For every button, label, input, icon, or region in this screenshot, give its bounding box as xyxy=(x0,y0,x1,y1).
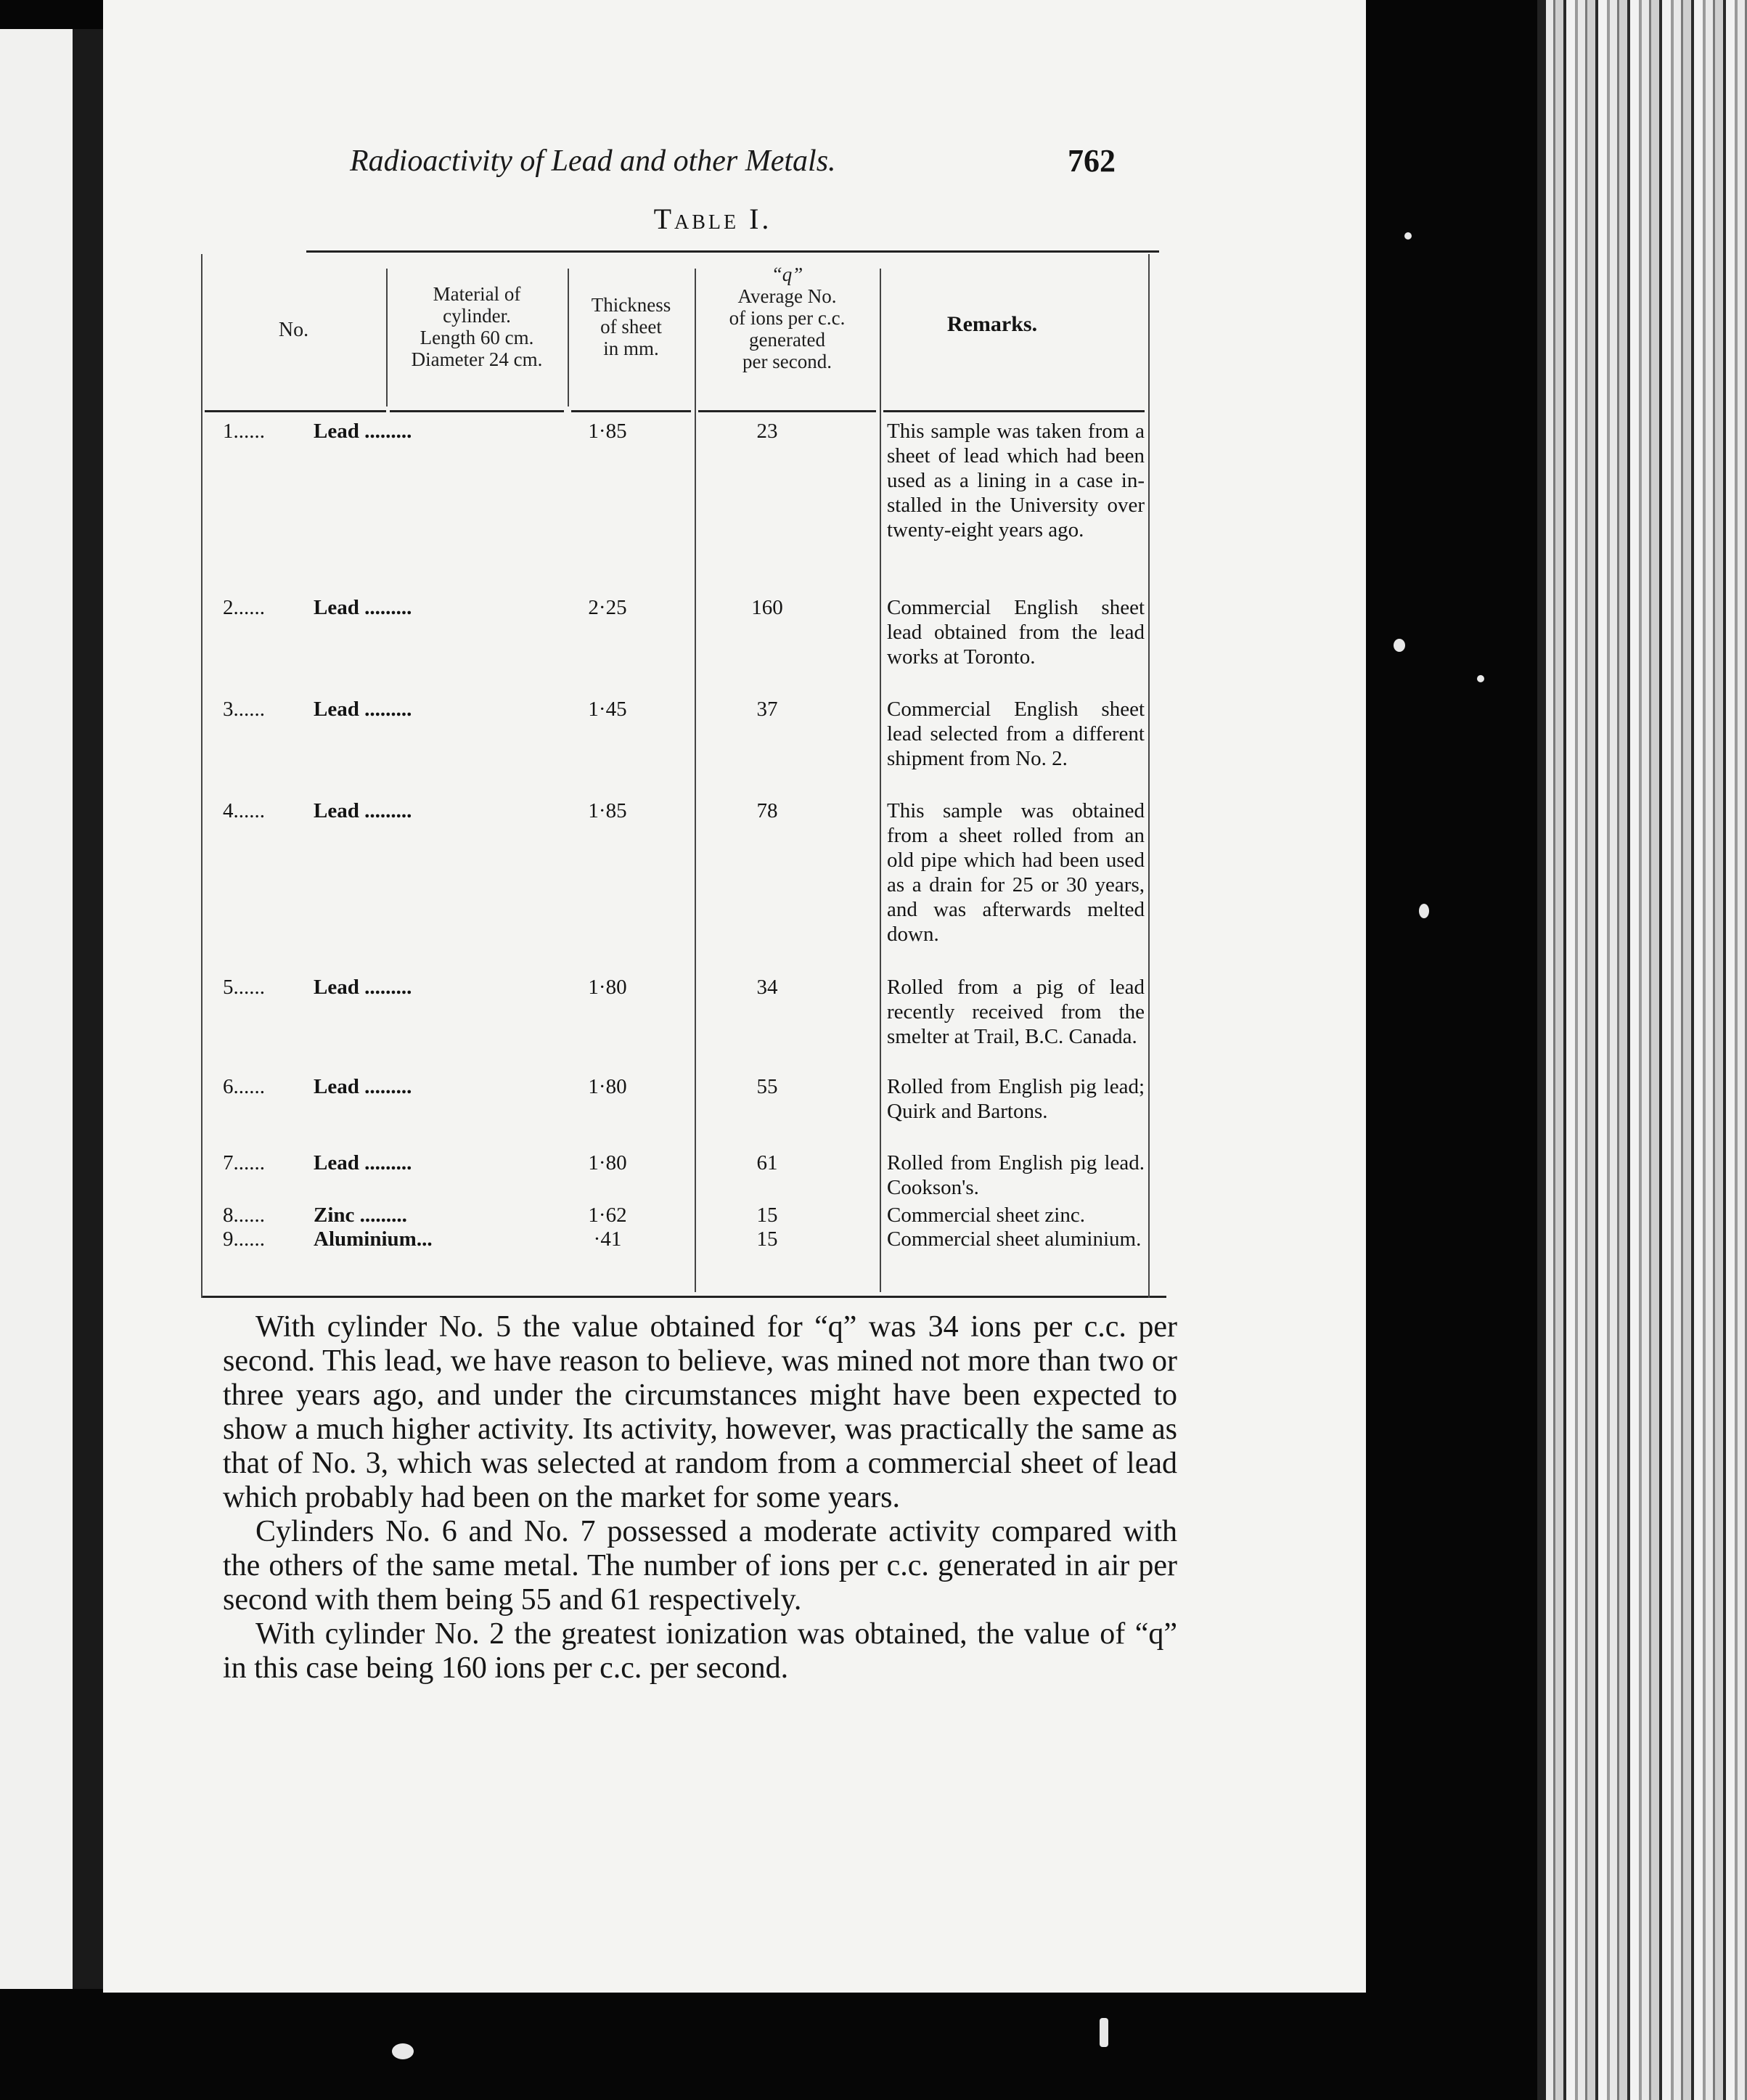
row-no: 3...... xyxy=(223,698,265,721)
header-material-line: Length 60 cm. xyxy=(420,327,534,348)
row-remarks: Rolled from English pig lead; Quirk and Bartons. xyxy=(887,1075,1145,1123)
table-right-rule xyxy=(1148,254,1150,1298)
row-material: Aluminium... xyxy=(314,1227,433,1251)
row-thickness: 1·85 xyxy=(588,799,627,822)
header-q-line: Average No. xyxy=(737,285,837,307)
row-material: Lead ......... xyxy=(314,1151,412,1174)
row-thickness: 1·80 xyxy=(588,1075,627,1098)
row-no: 6...... xyxy=(223,1075,265,1098)
row-q: 55 xyxy=(756,1075,778,1098)
row-remarks: This sample was taken from a sheet of lead which had been used as a lining in a case installed in the University over twenty-eight years ago. xyxy=(887,420,1145,542)
row-remarks: Commercial English sheet lead obtained from the lead works at Toronto. xyxy=(887,596,1145,669)
row-material: Lead ......... xyxy=(314,698,412,721)
row-thickness: 1·80 xyxy=(588,1151,627,1174)
header-thickness xyxy=(568,294,695,359)
scan-speck xyxy=(1100,2018,1108,2047)
row-no: 5...... xyxy=(223,976,265,999)
table-left-rule xyxy=(201,254,202,1298)
row-material: Lead ......... xyxy=(314,799,412,822)
row-material: Zinc ......... xyxy=(314,1204,407,1227)
row-no: 4...... xyxy=(223,799,265,822)
row-material: Lead ......... xyxy=(314,420,412,443)
book-page xyxy=(103,0,1366,1993)
row-thickness: 2·25 xyxy=(588,596,627,619)
row-q: 37 xyxy=(756,698,778,721)
scan-speck xyxy=(392,2043,414,2059)
scan-speck xyxy=(1394,639,1405,652)
table-top-rule xyxy=(306,250,1159,253)
row-remarks: Commercial sheet aluminium. xyxy=(887,1227,1142,1251)
row-q: 15 xyxy=(756,1204,778,1227)
row-q: 61 xyxy=(756,1151,778,1174)
row-remarks: Commercial sheet zinc. xyxy=(887,1204,1085,1227)
table-title: Table I. xyxy=(653,203,772,235)
row-thickness: 1·45 xyxy=(588,698,627,721)
row-remarks: Commercial English sheet lead selected from a different shipment from No. 2. xyxy=(887,698,1145,770)
header-thickness-line: in mm. xyxy=(603,338,659,359)
running-title: Radioactivity of Lead and other Metals. xyxy=(350,144,836,178)
header-q-line: per second. xyxy=(742,351,832,372)
header-material-line: cylinder. xyxy=(443,305,511,327)
header-no: No. xyxy=(278,319,309,341)
row-q: 34 xyxy=(756,976,778,999)
row-q: 15 xyxy=(756,1227,778,1251)
row-thickness: ·41 xyxy=(593,1227,622,1251)
body-text xyxy=(223,1310,1177,1686)
paragraph: With cylinder No. 2 the greatest ionization was obtained, the value of “q” in this case being 160 ions per c.c. per second. xyxy=(223,1617,1177,1685)
header-thickness-line: of sheet xyxy=(600,316,662,338)
table-bottom-rule xyxy=(201,1296,1166,1298)
row-no: 9...... xyxy=(223,1227,265,1251)
header-q-line: generated xyxy=(749,329,825,351)
row-thickness: 1·85 xyxy=(588,420,627,443)
header-rule xyxy=(571,410,691,412)
row-no: 1...... xyxy=(223,420,265,443)
header-rule xyxy=(205,410,386,412)
data-table xyxy=(201,250,1166,1299)
row-remarks: Rolled from a pig of lead recently received from the smelter at Trail, B.C. Canada. xyxy=(887,976,1145,1048)
page-stack-edge xyxy=(1546,0,1747,2100)
header-remarks: Remarks. xyxy=(946,312,1038,336)
row-no: 7...... xyxy=(223,1151,265,1174)
page-number: 762 xyxy=(1068,143,1116,179)
row-q: 160 xyxy=(751,596,783,619)
scan-speck xyxy=(1419,904,1429,918)
row-material: Lead ......... xyxy=(314,596,412,619)
header-q-symbol: “q” xyxy=(771,263,803,285)
row-thickness: 1·62 xyxy=(588,1204,627,1227)
row-remarks: Rolled from English pig lead. Cookson's. xyxy=(887,1151,1145,1199)
header-material-line: Material of xyxy=(433,283,521,305)
row-no: 8...... xyxy=(223,1204,265,1227)
header-material xyxy=(386,283,568,370)
row-thickness: 1·80 xyxy=(588,976,627,999)
row-material: Lead ......... xyxy=(314,976,412,999)
header-material-line: Diameter 24 cm. xyxy=(411,348,543,370)
paragraph: With cylinder No. 5 the value obtained for “q” was 34 ions per c.c. per second. This lead, we have reason to believe, was mined not more than two or three years ago, and under the circumstances might have been expected to show a much higher activity. Its activity, however, was practically the same as that of No. 3, which was selected at random from a commercial sheet of lead which probably had been on the market for some years. xyxy=(223,1310,1177,1514)
row-material: Lead ......... xyxy=(314,1075,412,1098)
header-thickness-line: Thickness xyxy=(591,294,671,316)
header-rule xyxy=(883,410,1145,412)
header-rule xyxy=(698,410,876,412)
header-rule xyxy=(390,410,564,412)
row-q: 78 xyxy=(756,799,778,822)
paragraph: Cylinders No. 6 and No. 7 possessed a moderate activity compared with the others of the same metal. The number of ions per c.c. generated in air per second with them being 55 and 61 respectively. xyxy=(223,1515,1177,1617)
row-q: 23 xyxy=(756,420,778,443)
row-no: 2...... xyxy=(223,596,265,619)
col-rule xyxy=(880,269,881,1292)
left-page-edge xyxy=(0,29,80,1989)
header-q-line: of ions per c.c. xyxy=(729,307,846,329)
scan-speck xyxy=(1404,232,1412,240)
row-remarks: This sample was obtained from a sheet rolled from an old pipe which had been used as a drain for 25 or 30 years, and was afterwards melted down. xyxy=(887,799,1145,946)
scan-speck xyxy=(1477,675,1484,682)
